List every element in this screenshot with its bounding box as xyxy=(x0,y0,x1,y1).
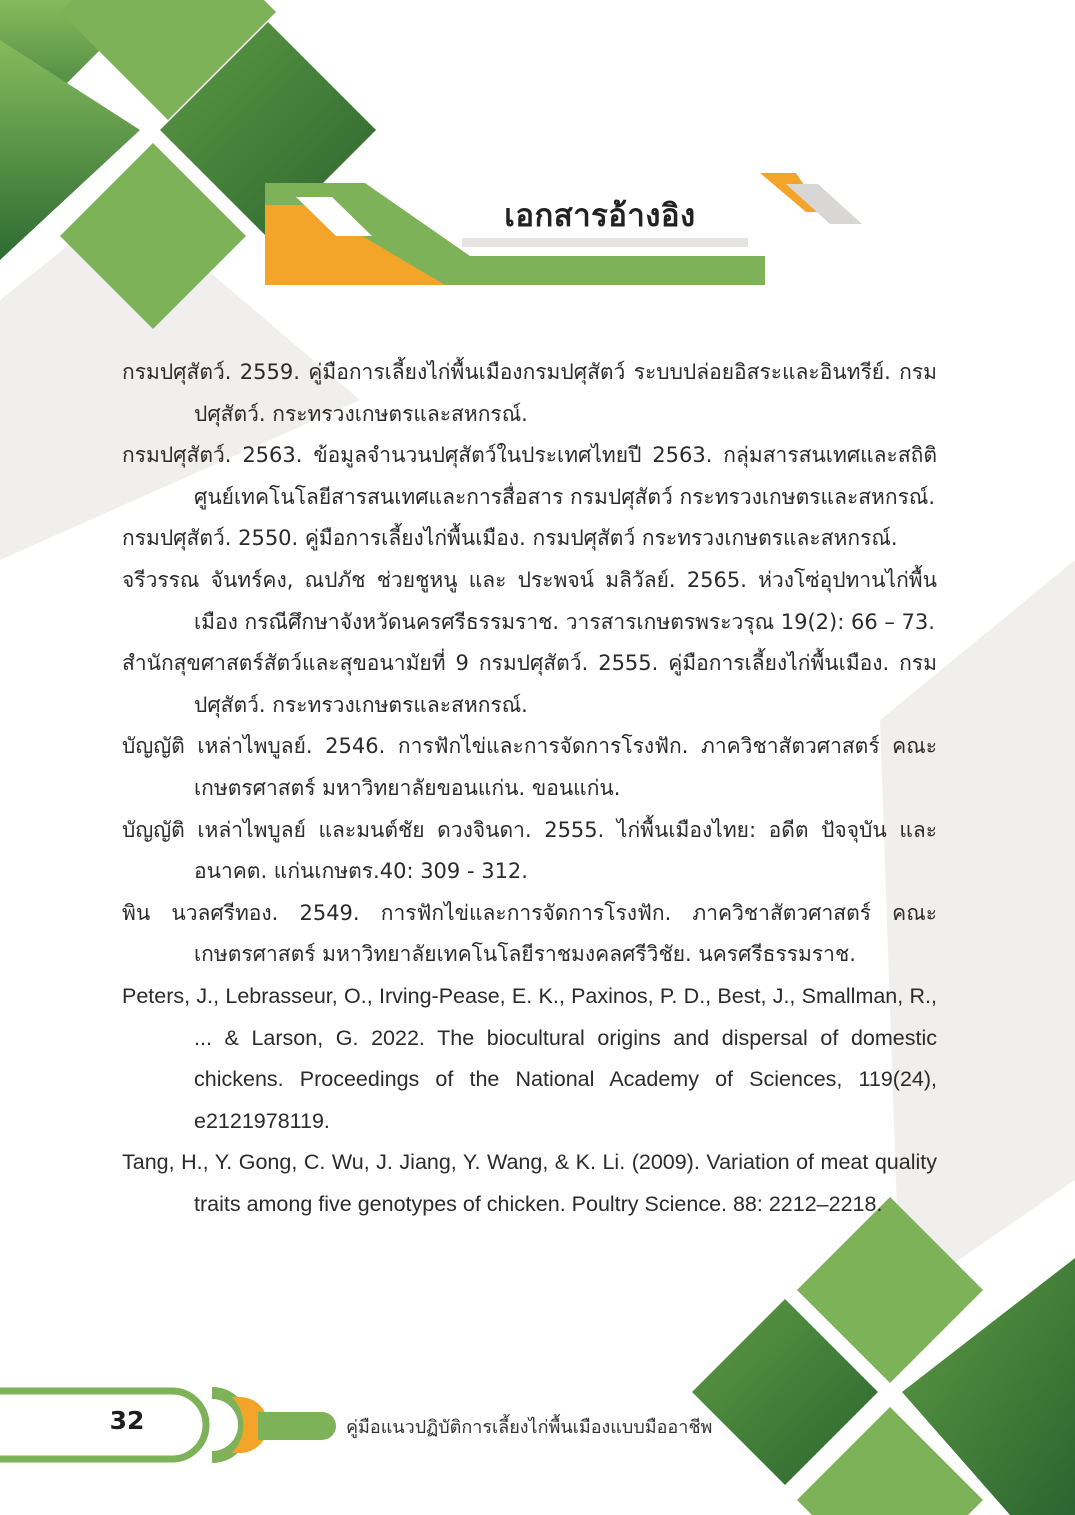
footer-green-pill xyxy=(258,1412,336,1440)
reference-item: กรมปศุสัตว์. 2563. ข้อมูลจำนวนปศุสัตว์ในประเทศไทยปี 2563. กลุ่มสารสนเทศและสถิติ ศูนย์เทคโนโลยีสารสนเทศและการสื่อสาร กรมปศุสัตว์ กระทรวงเกษตรและสหกรณ์. xyxy=(122,443,937,509)
reference-item: จรีวรรณ จันทร์คง, ณปภัช ช่วยชูหนู และ ประพจน์ มลิวัลย์. 2565. ห่วงโซ่อุปทานไก่พื้นเมือง กรณีศึกษาจังหวัดนครศรีธรรมราช. วารสารเกษตรพระวรุณ 19(2): 66 – 73. xyxy=(122,567,937,634)
reference-item: บัญญัติ เหล่าไพบูลย์ และมนต์ชัย ดวงจินดา. 2555. ไก่พื้นเมืองไทย: อดีต ปัจจุบัน และอนาคต. แก่นเกษตร.40: 309 - 312. xyxy=(122,817,937,884)
page-number: 32 xyxy=(109,1406,145,1435)
reference-item: บัญญัติ เหล่าไพบูลย์. 2546. การฟักไข่และการจัดการโรงฟัก. ภาควิชาสัตวศาสตร์ คณะเกษตรศาสตร์ มหาวิทยาลัยขอนแก่น. ขอนแก่น. xyxy=(122,734,937,800)
reference-item: Tang, H., Y. Gong, C. Wu, J. Jiang, Y. Wang, & K. Li. (2009). Variation of meat quality traits among five genotypes of chicken. Poultry Science. 88: 2212–2218. xyxy=(122,1150,937,1216)
reference-item: กรมปศุสัตว์. 2559. คู่มือการเลี้ยงไก่พื้นเมืองกรมปศุสัตว์ ระบบปล่อยอิสระและอินทรีย์. กรมปศุสัตว์. กระทรวงเกษตรและสหกรณ์. xyxy=(122,360,937,426)
reference-item: สำนักสุขศาสตร์สัตว์และสุขอนามัยที่ 9 กรมปศุสัตว์. 2555. คู่มือการเลี้ยงไก่พื้นเมือง. กรมปศุสัตว์. กระทรวงเกษตรและสหกรณ์. xyxy=(122,651,937,717)
reference-item: กรมปศุสัตว์. 2550. คู่มือการเลี้ยงไก่พื้นเมือง. กรมปศุสัตว์ กระทรวงเกษตรและสหกรณ์. xyxy=(122,526,898,551)
reference-item: พิน นวลศรีทอง. 2549. การฟักไข่และการจัดการโรงฟัก. ภาควิชาสัตวศาสตร์ คณะเกษตรศาสตร์ มหาวิทยาลัยเทคโนโลยีราชมงคลศรีวิชัย. นครศรีธรรมราช. xyxy=(122,900,937,967)
page-title: เอกสารอ้างอิง xyxy=(504,198,696,234)
reference-item: Peters, J., Lebrasseur, O., Irving-Pease, E. K., Paxinos, P. D., Best, J., Smallman, R., ... & Larson, G. 2022. The biocultural origins and dispersal of domestic chickens. Proceedings of the National Academy of Sciences, 119(24), e2121978119. xyxy=(122,983,937,1133)
footer-book-title: คู่มือแนวปฏิบัติการเลี้ยงไก่พื้นเมืองแบบมืออาชีพ xyxy=(346,1417,713,1438)
reference-list xyxy=(122,352,937,1225)
